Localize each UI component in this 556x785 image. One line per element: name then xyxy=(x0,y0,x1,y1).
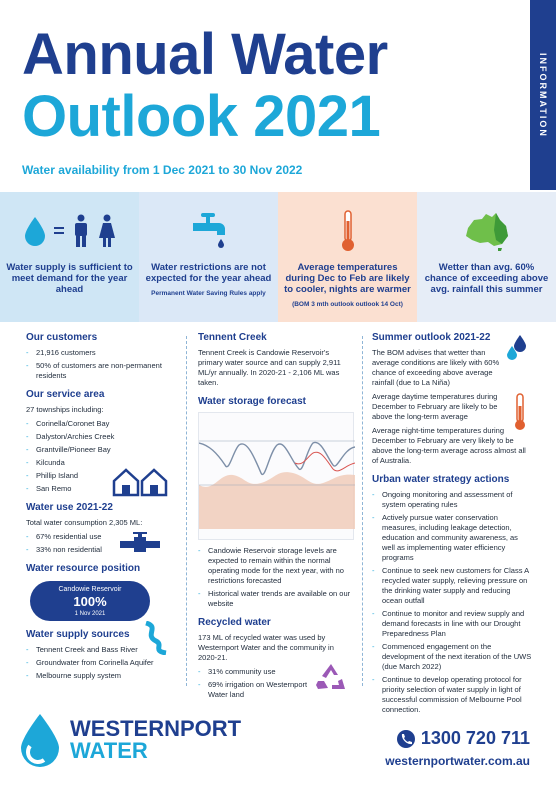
list-item: - 67% residential use xyxy=(26,532,174,542)
tennent-creek-heading: Tennent Creek xyxy=(198,332,267,343)
summer-outlook-para-3: Average night-time temperatures during December to February are very likely to be above the long-term average across almost all of Australia. xyxy=(372,426,526,465)
logo-name: WESTERNPORT xyxy=(70,716,242,741)
customers-heading: Our customers xyxy=(26,332,98,343)
phone-text: 1300 720 711 xyxy=(420,728,530,748)
list-item: - Continue to develop operating protocol for priority selection of water supply in light of successful commission of Melbourne Pool connection. xyxy=(372,675,532,715)
strategy-list xyxy=(372,490,532,715)
list-item: - Actively pursue water conservation measures, including leakage detection, education and community awareness, as well as implementing water efficiency programs xyxy=(372,513,532,563)
pipe-valve-icon xyxy=(120,532,160,554)
equals-icon xyxy=(54,227,64,235)
list-item: - 50% of customers are non-permanent residents xyxy=(26,361,174,381)
band-temperature-text: Average temperatures during Dec to Feb are likely to cooler, nights are warmer xyxy=(284,262,411,295)
list-item: - Groundwater from Corinella Aquifer xyxy=(26,658,174,668)
column-right xyxy=(372,332,532,718)
resource-position-heading: Water resource position xyxy=(26,563,141,574)
chart-storage-line xyxy=(199,442,355,474)
list-item: - Grantville/Pioneer Bay xyxy=(26,445,174,455)
water-use-heading: Water use 2021-22 xyxy=(26,502,113,513)
list-item: - 69% irrigation on Westernport Water land xyxy=(198,680,308,700)
list-item: - Commenced engagement on the development of the next iteration of the UWS (due March 2022) xyxy=(372,642,532,672)
information-tab xyxy=(530,0,556,190)
list-item: - 21,916 customers xyxy=(26,348,174,358)
thermometer-small-icon xyxy=(512,392,528,432)
australia-map-icon xyxy=(462,210,512,252)
column-divider-1 xyxy=(186,336,187,686)
list-item: - Candowie Reservoir storage levels are expected to remain within the normal operating mode for the next year, with no restrictions forecasted xyxy=(198,546,354,586)
title-line-1: Annual Water xyxy=(22,22,388,87)
list-item: - Continue to monitor and review supply and demand forecasts in line with our Drought Preparedness Plan xyxy=(372,609,532,639)
website-link[interactable]: westernportwater.com.au xyxy=(385,754,530,768)
column-left xyxy=(26,332,174,684)
phone-number[interactable] xyxy=(397,728,530,749)
summer-outlook-para-1: The BOM advises that wetter than average conditions are likely with 60% chance of exceeding above average rainfall (due to La Niña) xyxy=(372,348,500,387)
water-drop-logo-icon xyxy=(18,712,62,768)
man-icon xyxy=(72,214,90,248)
list-item: - Melbourne supply system xyxy=(26,671,174,681)
recycled-body: 173 ML of recycled water was used by Westernport Water and the community in 2020-21. xyxy=(198,633,334,662)
list-item: - San Remo xyxy=(26,484,174,494)
band-supply-text: Water supply is sufficient to meet demand for the year ahead xyxy=(6,262,133,295)
reservoir-level-badge xyxy=(30,581,150,621)
recycled-heading: Recycled water xyxy=(198,617,271,628)
band-supply xyxy=(0,192,139,322)
chart-forecast-line xyxy=(295,452,355,471)
list-item: - Corinella/Coronet Bay xyxy=(26,419,174,429)
storage-forecast-list xyxy=(198,546,354,609)
service-area-heading: Our service area xyxy=(26,389,105,400)
service-area-intro: 27 townships including: xyxy=(26,405,104,414)
water-use-intro: Total water consumption 2,305 ML: xyxy=(26,518,143,527)
recycled-list xyxy=(198,667,308,700)
list-item: - Tennent Creek and Bass River xyxy=(26,645,174,655)
reservoir-name: Candowie Reservoir xyxy=(58,586,122,593)
storage-forecast-heading: Water storage forecast xyxy=(198,396,306,407)
summer-outlook-heading: Summer outlook 2021-22 xyxy=(372,332,491,343)
summer-outlook-para-2: Average daytime temperatures during December to February are likely to be above the long-term average xyxy=(372,392,498,421)
supply-sources-list xyxy=(26,645,174,681)
key-facts-bands xyxy=(0,192,556,322)
tap-icon xyxy=(189,211,229,251)
reservoir-percent: 100% xyxy=(73,594,107,609)
list-item: - Phillip Island xyxy=(26,471,174,481)
list-item: - Dalyston/Archies Creek xyxy=(26,432,174,442)
band-restrictions xyxy=(139,192,278,322)
water-drop-icon xyxy=(24,216,46,246)
list-item: - Ongoing monitoring and assessment of system operating rules xyxy=(372,490,532,510)
strategy-heading: Urban water strategy actions xyxy=(372,474,510,485)
title-line-2: Outlook 2021 xyxy=(22,84,381,149)
band-rainfall-text: Wetter than avg. 60% chance of exceeding above avg. rainfall this summer xyxy=(424,262,549,295)
band-restrictions-sub: Permanent Water Saving Rules apply xyxy=(151,290,266,297)
list-item: - 33% non residential xyxy=(26,545,174,555)
page-title xyxy=(22,22,388,149)
column-divider-2 xyxy=(362,336,363,686)
column-middle xyxy=(198,332,354,703)
thermometer-icon xyxy=(339,209,357,253)
information-tab-label: INFORMATION xyxy=(538,52,548,138)
phone-icon xyxy=(397,730,415,748)
supply-sources-heading: Water supply sources xyxy=(26,629,130,640)
westernport-logo xyxy=(18,712,241,768)
customers-list xyxy=(26,348,174,381)
subtitle: Water availability from 1 Dec 2021 to 30 Nov 2022 xyxy=(22,163,303,177)
woman-icon xyxy=(98,214,116,248)
chart-drought-zone xyxy=(199,472,355,529)
band-rainfall xyxy=(417,192,556,322)
recycle-icon xyxy=(314,661,348,693)
list-item: - Kilcunda xyxy=(26,458,174,468)
list-item: - Continue to seek new customers for Class A recycled water supply, relieving pressure on the drinking water supply and reducing ocean outfall xyxy=(372,566,532,606)
band-temperature-sub: (BOM 3 mth outlook outlook 14 Oct) xyxy=(292,301,403,308)
storage-forecast-chart xyxy=(198,412,354,540)
storage-chart-graphic xyxy=(199,413,355,541)
tennent-creek-body: Tennent Creek is Candowie Reservoir's primary water source and can supply 2,911 ML/yr annually. In 2020-21 - 2,106 ML was taken. xyxy=(198,348,341,387)
band-temperature xyxy=(278,192,417,322)
raindrops-icon xyxy=(504,334,530,360)
list-item: - Historical water trends are available on our website xyxy=(198,589,354,609)
logo-sub: WATER xyxy=(70,738,148,763)
band-restrictions-text: Water restrictions are not expected for the year ahead xyxy=(145,262,272,284)
houses-icon xyxy=(112,467,168,497)
list-item: - 31% community use xyxy=(198,667,308,677)
reservoir-date: 1 Nov 2021 xyxy=(74,611,106,617)
